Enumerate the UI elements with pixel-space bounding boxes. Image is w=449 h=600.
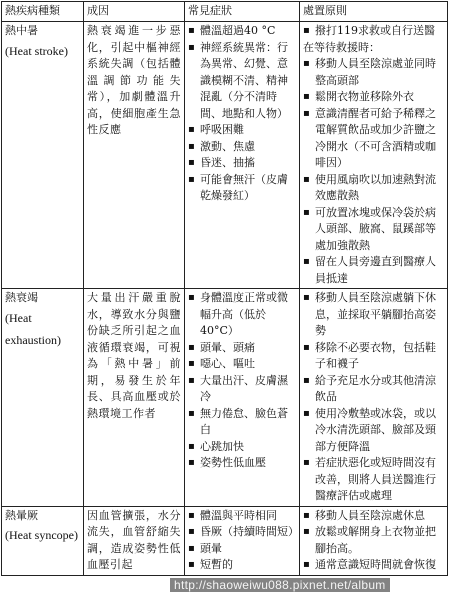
symptoms-list bbox=[188, 290, 296, 472]
list-item: ▪ 移動人員至陰涼處躺下休息，並採取平躺腳抬高姿勢 bbox=[303, 290, 444, 340]
list-item: ▪ 可放置冰塊或保冷袋於病人頭部、腋窩、鼠蹊部等處加強散熱 bbox=[303, 205, 444, 255]
illness-name-en: (Heat stroke) bbox=[5, 43, 68, 58]
treatment-list bbox=[303, 508, 444, 574]
table-row-heat-syncope bbox=[2, 506, 448, 575]
illness-name-en: (Heat syncope) bbox=[5, 528, 78, 542]
list-item: ▪ 使用冷敷墊或冰袋，或以冷水清洗頭部、臉部及頸部方便降溫 bbox=[303, 406, 444, 456]
treatment-list bbox=[303, 290, 444, 505]
list-item: ▪ 心跳加快 bbox=[188, 439, 296, 456]
treatment-note: 在等待救援時： bbox=[303, 40, 380, 54]
list-item: ▪ 大量出汗、皮膚濕冷 bbox=[188, 373, 296, 406]
list-item: ▪ 體溫與平時相同 bbox=[188, 508, 296, 525]
header-treatment: 處置原則 bbox=[300, 2, 448, 22]
list-item: ▪ 短暫的 bbox=[188, 557, 296, 574]
header-cause: 成因 bbox=[84, 2, 185, 22]
illness-name-zh: 熱暈厥 bbox=[5, 508, 38, 522]
table-header-row bbox=[2, 2, 448, 22]
list-item: ▪ 若症狀惡化或短時間沒有改善，則將人員送醫進行醫療評估或處理 bbox=[303, 455, 444, 505]
list-item: ▪ 放鬆或解開身上衣物並把腳抬高。 bbox=[303, 524, 444, 557]
list-item: ▪ 頭暈 bbox=[188, 541, 296, 558]
cause-cell: 熱衰竭進一步惡化，引起中樞神經系統失調（包括體溫調節功能失常），加劇體溫升高，使細胞產生急性反應 bbox=[84, 22, 185, 289]
list-item: ▪ 通常意識短時間就會恢復 bbox=[303, 557, 444, 574]
illness-name-zh: 熱中暑 bbox=[5, 24, 38, 37]
list-item: ▪ 體溫超過40 °C bbox=[188, 23, 296, 40]
header-symptoms: 常見症狀 bbox=[185, 2, 300, 22]
list-item: ▪ 給予充足水分或其他清涼飲品 bbox=[303, 373, 444, 406]
symptoms-cell bbox=[185, 289, 300, 507]
list-item: ▪ 身體溫度正常或微幅升高（低於40°C） bbox=[188, 290, 296, 340]
type-cell bbox=[2, 289, 84, 507]
list-item: ▪ 激動、焦慮 bbox=[188, 139, 296, 156]
treatment-cell bbox=[300, 289, 448, 507]
list-item: ▪ 鬆開衣物並移除外衣 bbox=[303, 89, 444, 106]
table-row-heat-stroke bbox=[2, 22, 448, 289]
list-item: ▪ 可能會無汗（皮膚乾燥發紅） bbox=[188, 172, 296, 205]
list-item: ▪ 昏厥（持續時間短） bbox=[188, 524, 296, 541]
type-cell bbox=[2, 22, 84, 289]
list-item: ▪ 呼吸困難 bbox=[188, 122, 296, 139]
cause-cell: 因血管擴張，水分流失，血管舒縮失調，造成姿勢性低血壓引起 bbox=[84, 506, 185, 575]
symptoms-list bbox=[188, 508, 299, 574]
symptoms-cell bbox=[185, 506, 300, 575]
type-cell bbox=[2, 506, 84, 575]
list-item: ▪ 移動人員至陰涼處並同時整高頭部 bbox=[303, 56, 444, 89]
illness-name-zh: 熱衰竭 bbox=[5, 291, 38, 304]
symptoms-cell bbox=[185, 22, 300, 289]
treatment-cell bbox=[300, 506, 448, 575]
watermark-url: http://shaoweiwu088.pixnet.net/album bbox=[170, 578, 390, 592]
list-item: ▪ 移動人員至陰涼處休息 bbox=[303, 508, 444, 525]
list-item: ▪ 使用風扇吹以加速熱對流效應散熱 bbox=[303, 172, 444, 205]
list-item: ▪ 頭暈、頭痛 bbox=[188, 340, 296, 357]
table-row-heat-exhaustion bbox=[2, 289, 448, 507]
header-type: 熱疾病種類 bbox=[2, 2, 84, 22]
cause-cell: 大量出汗嚴重脫水，導致水分與鹽份缺乏所引起之血液循環衰竭，可視為「熱中暑」前期，易發生於年長、具高血壓或於熱環境工作者 bbox=[84, 289, 185, 507]
list-item: ▪ 無力倦怠、臉色蒼白 bbox=[188, 406, 296, 439]
list-item: ▪ 姿勢性低血壓 bbox=[188, 455, 296, 472]
list-item: ▪ 神經系統異常：行為異常、幻覺、意識模糊不清、精神混亂（分不清時間、地點和人物） bbox=[188, 40, 296, 123]
list-item: ▪ 噁心、嘔吐 bbox=[188, 356, 296, 373]
illness-name-en: (Heat exhaustion) bbox=[5, 310, 61, 347]
list-item: ▪ 留在人員旁邊直到醫療人員抵達 bbox=[303, 254, 444, 287]
list-item: ▪ 移除不必要衣物，包括鞋子和襪子 bbox=[303, 340, 444, 373]
treatment-cell bbox=[300, 22, 448, 289]
list-item: ▪ 意識清醒者可給予稀釋之電解質飲品或加少許鹽之冷開水（不可含酒精或咖啡因） bbox=[303, 106, 444, 172]
symptoms-list bbox=[188, 23, 296, 205]
heat-illness-table bbox=[1, 1, 448, 576]
list-item: ▪ 撥打119求救或自行送醫 bbox=[303, 23, 444, 40]
treatment-list bbox=[303, 56, 444, 287]
treatment-top-list bbox=[303, 23, 444, 40]
list-item: ▪ 昏迷、抽搐 bbox=[188, 155, 296, 172]
